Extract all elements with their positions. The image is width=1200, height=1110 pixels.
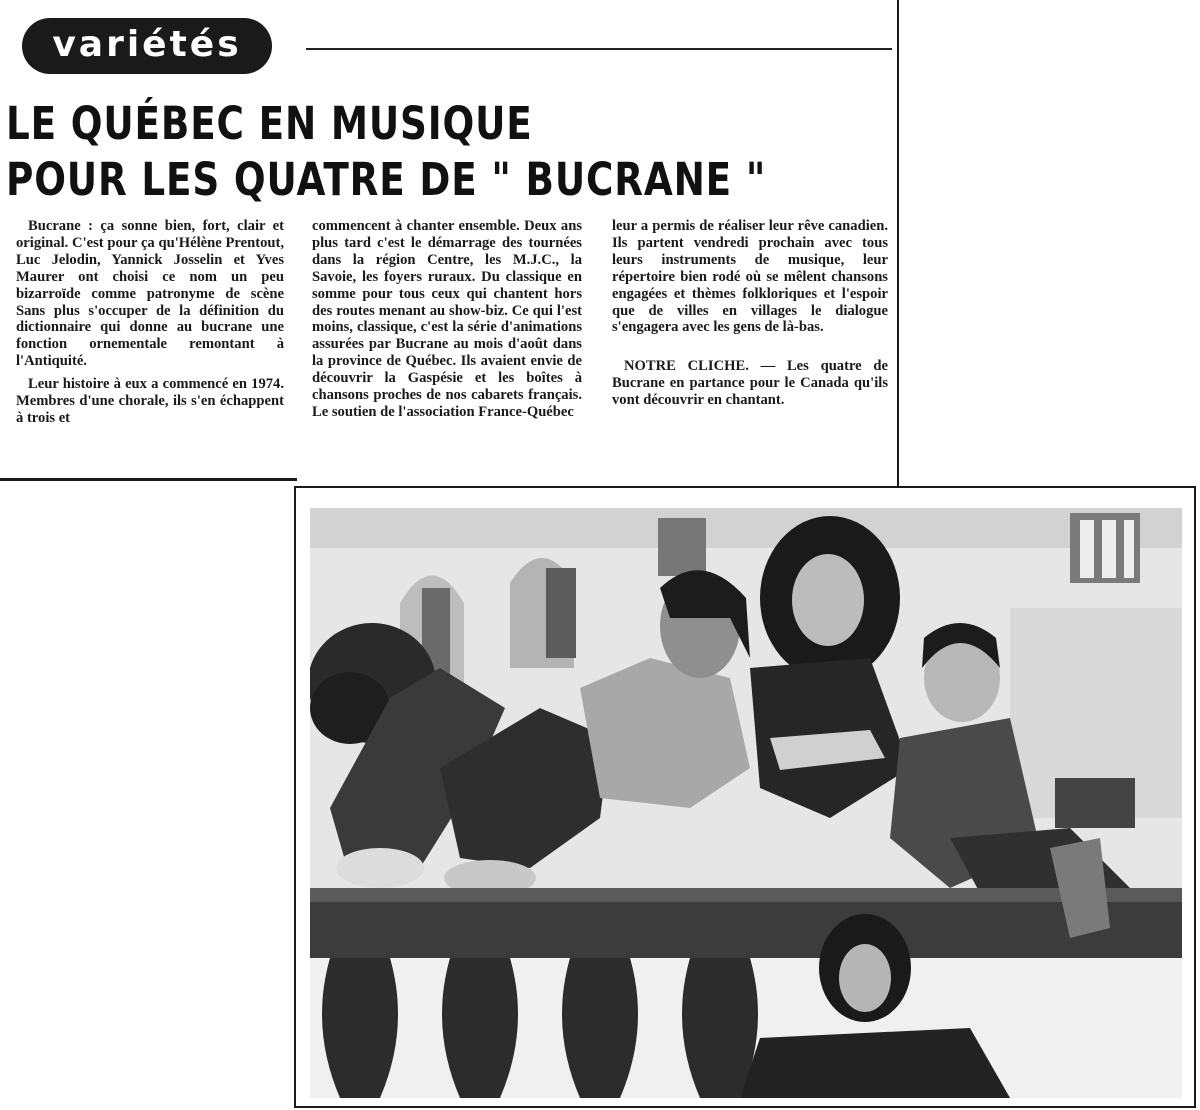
header-rule [306, 48, 892, 50]
headline-line-2: POUR LES QUATRE DE " BUCRANE " [6, 153, 767, 206]
headline-line-1: LE QUÉBEC EN MUSIQUE [6, 97, 533, 150]
photo-frame [294, 486, 1196, 1108]
column-frame-right [897, 0, 899, 492]
band-photo [310, 508, 1182, 1098]
section-label: variétés [52, 23, 242, 65]
article-column-2 [312, 218, 582, 421]
column-3-paragraph-1: leur a permis de réaliser leur rêve canadien. Ils partent vendredi prochain avec tous leurs instruments de musique, leur répertoire bien rodé où se mêlent chansons engagées et thèmes folkloriques et l'espoir que de villes en villages le dialogue s'engagera avec les gens de là-bas. [612, 218, 888, 336]
section-badge [22, 18, 272, 74]
article-headline [6, 96, 767, 208]
column-1-paragraph-1: Bucrane : ça sonne bien, fort, clair et original. C'est pour ça qu'Hélène Prentout, Luc Jelodin, Yannick Josselin et Yves Maurer ont choisi ce nom un peu bizarroïde comme patronyme de scène Sans plus s'occuper de la définition du dictionnaire qui donne au bucrane une fonction ornementale remontant à l'Antiquité. [16, 218, 284, 370]
column-frame-bottom [0, 478, 297, 481]
column-1-paragraph-2: Leur histoire à eux a commencé en 1974. Membres d'une chorale, ils s'en échappent à trois et [16, 376, 284, 426]
article-column-1 [16, 218, 284, 427]
column-2-paragraph-1: commencent à chanter ensemble. Deux ans plus tard c'est le démarrage des tournées dans la région Centre, les M.J.C., la Savoie, les foyers ruraux. Du classique en somme pour tous ceux qui chantent hors des routes menant au show-biz. Ce qui l'est moins, classique, c'est la série d'animations assurées par Bucrane au mois d'août dans la province de Québec. Ils avaient envie de découvrir la Gaspésie et les boîtes à chansons proches de nos cabarets français. Le soutien de l'association France-Québec [312, 218, 582, 420]
photo-caption: NOTRE CLICHE. — Les quatre de Bucrane en partance pour le Canada qu'ils vont découvrir en chantant. [612, 358, 888, 409]
article-column-3 [612, 218, 888, 409]
